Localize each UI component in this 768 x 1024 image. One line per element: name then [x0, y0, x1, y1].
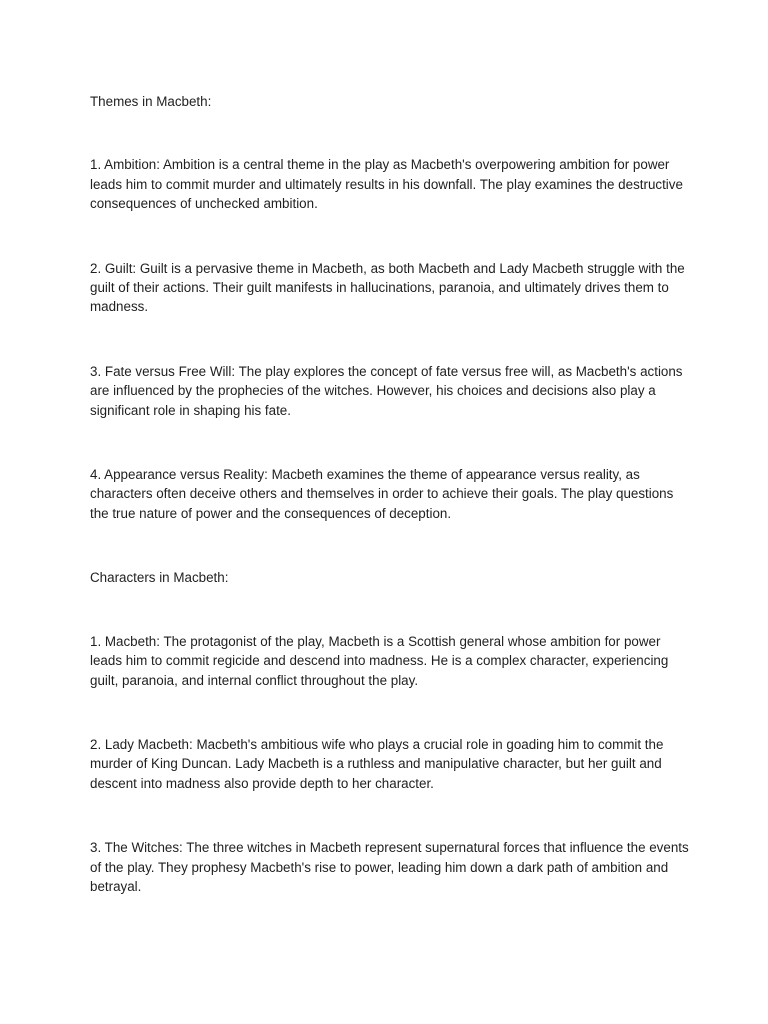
spacer: [90, 523, 690, 568]
character-lady-macbeth: 2. Lady Macbeth: Macbeth's ambitious wife who plays a crucial role in goading him to commit the murder of King Duncan. Lady Macbeth is a ruthless and manipulative character, but her guilt and descent into madness also provide depth to her character.: [90, 736, 664, 791]
theme-guilt: 2. Guilt: Guilt is a pervasive theme in Macbeth, as both Macbeth and Lady Macbeth struggle with the guilt of their actions. Their guilt manifests in hallucinations, paranoia, and ultimately drives them to madness.: [90, 260, 685, 315]
spacer: [90, 317, 690, 362]
spacer: [90, 214, 690, 259]
character-macbeth: 1. Macbeth: The protagonist of the play, Macbeth is a Scottish general whose ambition for power leads him to commit regicide and descend into madness. He is a complex character, experiencing guilt, paranoia, and internal conflict throughout the play.: [90, 633, 669, 688]
characters-heading: Characters in Macbeth:: [90, 570, 229, 586]
spacer: [90, 793, 690, 838]
themes-heading: Themes in Macbeth:: [90, 94, 212, 109]
theme-appearance-vs-reality: 4. Appearance versus Reality: Macbeth examines the theme of appearance versus reality, as characters often deceive others and themselves in order to achieve their goals. The play questions the true nature of power and the consequences of deception.: [90, 467, 674, 521]
spacer: [90, 111, 690, 155]
spacer: [90, 588, 690, 632]
document-body: [90, 92, 690, 896]
theme-ambition: 1. Ambition: Ambition is a central theme in the play as Macbeth's overpowering ambition for power leads him to commit murder and ultimately results in his downfall. The play examines the destructive consequences of unchecked ambition.: [90, 157, 683, 212]
character-witches: 3. The Witches: The three witches in Macbeth represent supernatural forces that influence the events of the play. They prophesy Macbeth's rise to power, leading him down a dark path of ambition and betrayal.: [90, 840, 689, 894]
spacer: [90, 420, 690, 465]
theme-fate-vs-free-will: 3. Fate versus Free Will: The play explores the concept of fate versus free will, as Macbeth's actions are influenced by the prophecies of the witches. However, his choices and decisions also play a significant role in shaping his fate.: [90, 363, 683, 418]
spacer: [90, 690, 690, 735]
